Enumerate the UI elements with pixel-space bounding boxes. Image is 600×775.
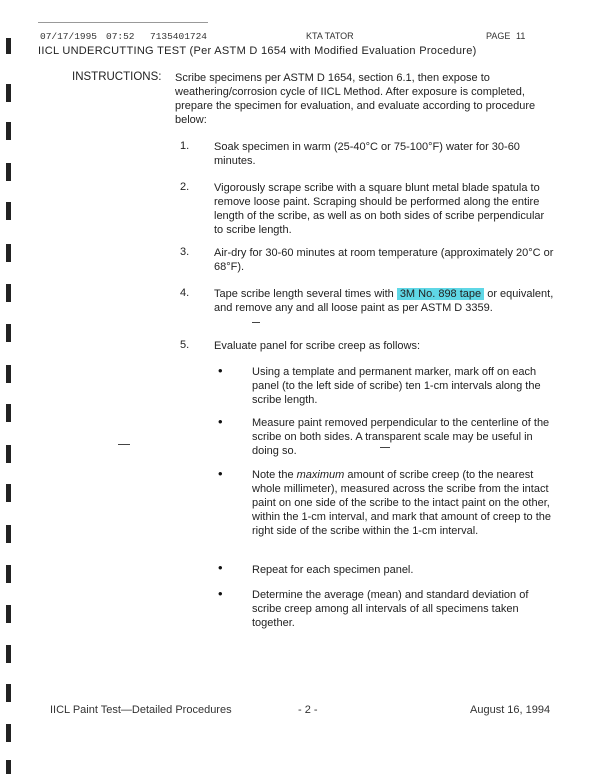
scan-mark — [6, 565, 11, 583]
scan-mark — [6, 684, 11, 702]
scan-noise — [252, 322, 260, 323]
scan-noise — [380, 447, 390, 448]
step-text: Air-dry for 30-60 minutes at room temperature (approximately 20°C or 68°F). — [214, 247, 554, 273]
step-number: 4. — [180, 287, 190, 299]
step-text: Soak specimen in warm (25-40°C or 75-100°F) water for 30-60 minutes. — [214, 141, 520, 167]
scan-mark — [6, 163, 11, 181]
scan-mark — [6, 760, 11, 774]
scan-mark — [6, 445, 11, 463]
step-text: Vigorously scrape scribe with a square blunt metal blade spatula to remove loose paint. Scraping should be performed along the entire length of the scribe, as well as on both sides of scribe perpendicular to scribe length. — [214, 182, 545, 236]
scan-mark — [6, 525, 11, 543]
scan-mark — [6, 202, 11, 220]
scan-mark — [6, 324, 11, 342]
scan-mark — [6, 605, 11, 623]
scan-mark — [6, 284, 11, 302]
document-title: IICL UNDERCUTTING TEST (Per ASTM D 1654 with Modified Evaluation Procedure) — [38, 45, 477, 57]
scan-noise — [118, 444, 130, 445]
scan-mark — [6, 122, 11, 140]
highlighted-tape-spec: 3M No. 898 tape — [397, 288, 484, 300]
bullet-text: Determine the average (mean) and standard deviation of scribe creep among all intervals of all specimens taken together. — [252, 589, 529, 629]
scan-mark — [6, 244, 11, 262]
fax-page-label: PAGE — [486, 31, 511, 41]
step-number: 1. — [180, 140, 190, 152]
step-number: 5. — [180, 339, 190, 351]
step-text-after-highlight: or equivalent, and remove any and all loose paint as per ASTM D 3359. — [214, 288, 554, 314]
step-number: 2. — [180, 181, 190, 193]
step-text — [214, 287, 556, 315]
fax-page-number: 11 — [516, 31, 526, 41]
bullet-icon: • — [218, 363, 223, 378]
bullet-icon: • — [218, 466, 223, 481]
bullet-text — [252, 468, 558, 538]
bullet-text-after-emphasis: amount of scribe creep (to the nearest whole millimeter), measured across the scribe from the intact paint on one side of the scribe to the intact paint on the other, within the 1-cm interval, and mark that amount of creep to the right side of the scribe within the 1-cm interval. — [252, 469, 551, 537]
scan-mark — [6, 724, 11, 742]
bullet-text: Using a template and permanent marker, mark off on each panel (to the left side of scribe) ten 1-cm intervals along the scribe length. — [252, 366, 541, 406]
instructions-intro: Scribe specimens per ASTM D 1654, section 6.1, then expose to weathering/corrosion cycle of IICL Method. After exposure is completed, prepare the specimen for evaluation, and evaluate according to procedure below: — [175, 72, 536, 126]
fax-time: 07:52 — [106, 31, 135, 42]
bullet-icon: • — [218, 560, 223, 575]
bullet-icon: • — [218, 586, 223, 601]
step-text-before-highlight: Tape scribe length several times with — [214, 288, 397, 300]
bullet-text-before-emphasis: Note the — [252, 469, 297, 481]
scan-mark — [6, 365, 11, 383]
bullet-text: Measure paint removed perpendicular to the centerline of the scribe on both sides. A transparent scale may be useful in doing so. — [252, 417, 550, 457]
footer-date: August 16, 1994 — [470, 704, 551, 716]
instructions-label: INSTRUCTIONS: — [72, 71, 162, 83]
bullet-icon: • — [218, 414, 223, 429]
scan-mark — [6, 38, 11, 54]
fax-top-rule — [38, 22, 208, 23]
step-text: Evaluate panel for scribe creep as follows: — [214, 340, 421, 352]
fax-sender: KTA TATOR — [306, 31, 354, 41]
scan-mark — [6, 84, 11, 102]
fax-date: 07/17/1995 — [40, 31, 98, 42]
footer-page-number: - 2 - — [298, 704, 318, 716]
fax-phone: 7135401724 — [150, 31, 208, 42]
scan-mark — [6, 484, 11, 502]
footer-left: IICL Paint Test—Detailed Procedures — [50, 704, 232, 716]
scan-mark — [6, 404, 11, 422]
scan-mark — [6, 645, 11, 663]
emphasis-word: maximum — [296, 469, 345, 481]
bullet-text: Repeat for each specimen panel. — [252, 564, 414, 576]
step-number: 3. — [180, 246, 190, 258]
